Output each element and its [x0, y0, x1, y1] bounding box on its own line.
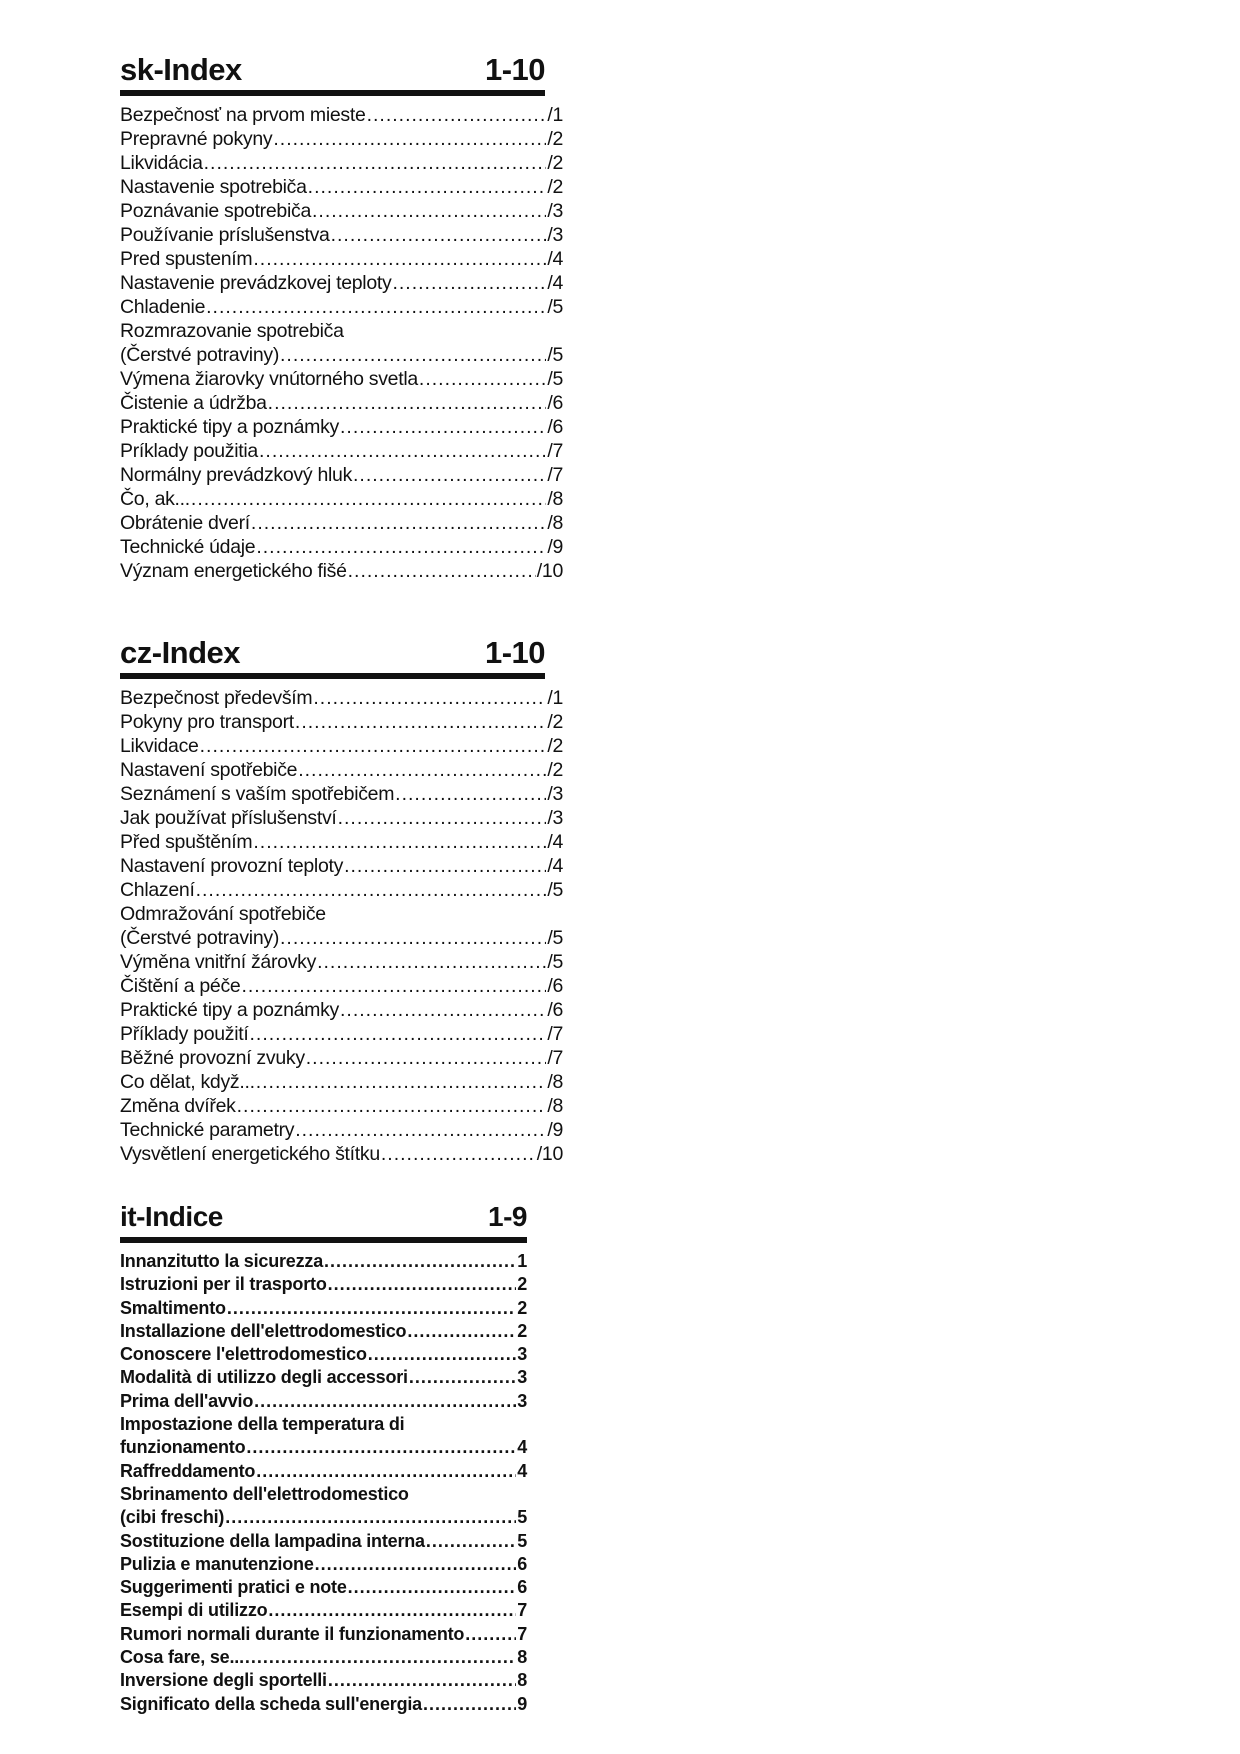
toc-entry-label: Běžné provozní zvuky: [120, 1047, 305, 1069]
dot-leader: [191, 487, 546, 511]
dot-leader: [426, 1530, 516, 1553]
toc-entry-label: Nastavenie spotrebiča: [120, 176, 307, 198]
toc-entry: [120, 926, 563, 950]
toc-entry-page: /8: [547, 1071, 563, 1093]
toc-entry-page: /8: [547, 488, 563, 510]
dot-leader: [245, 1646, 516, 1669]
toc-entry-label: (cibi freschi): [120, 1507, 225, 1528]
toc-entry: [120, 1599, 527, 1622]
toc-entry-page: /2: [547, 176, 563, 198]
dot-leader: [250, 1022, 547, 1046]
toc-entry-page: /6: [547, 392, 563, 414]
dot-leader: [367, 103, 547, 127]
dot-leader: [206, 295, 546, 319]
toc-entry: [120, 1046, 563, 1070]
toc-entry: [120, 127, 563, 151]
toc-entry-page: 4: [517, 1460, 527, 1481]
toc-list: [120, 103, 563, 583]
toc-entry-label: Technické údaje: [120, 536, 256, 558]
dot-leader: [225, 1506, 516, 1529]
toc-entry: [120, 1413, 527, 1436]
toc-entry: [120, 391, 563, 415]
toc-entry-label: Istruzioni per il trasporto: [120, 1274, 327, 1295]
toc-entry: [120, 319, 545, 343]
toc-entry-label: Príklady použitia: [120, 440, 258, 462]
dot-leader: [256, 1460, 516, 1483]
toc-entry: [120, 1460, 527, 1483]
toc-entry-page: /7: [547, 440, 563, 462]
toc-entry-page: /9: [547, 536, 563, 558]
toc-entry-label: Pulizia e manutenzione: [120, 1553, 314, 1574]
toc-entry: [120, 1646, 527, 1669]
dot-leader: [280, 926, 546, 950]
toc-entry-page: 2: [517, 1297, 527, 1318]
toc-entry: [120, 1094, 563, 1118]
toc-entry-page: /9: [547, 1119, 563, 1141]
toc-entry-page: /2: [547, 711, 563, 733]
toc-entry-label: Chladenie: [120, 296, 206, 318]
toc-entry: [120, 175, 563, 199]
dot-leader: [246, 1436, 516, 1459]
toc-entry-page: /7: [547, 464, 563, 486]
toc-entry: [120, 199, 563, 223]
toc-entry: [120, 734, 563, 758]
dot-leader: [204, 151, 547, 175]
toc-entry: [120, 806, 563, 830]
toc-entry-label: Raffreddamento: [120, 1460, 256, 1481]
section-title: cz-Index: [120, 635, 241, 670]
toc-entry-label: Modalità di utilizzo degli accessori: [120, 1367, 408, 1388]
toc-entry-page: 2: [517, 1320, 527, 1341]
toc-entry: [120, 1022, 563, 1046]
toc-entry-label: Příklady použití: [120, 1023, 249, 1045]
toc-entry-page: /4: [547, 831, 563, 853]
toc-entry: [120, 998, 563, 1022]
toc-entry: [120, 686, 563, 710]
dot-leader: [251, 511, 546, 535]
dot-leader: [381, 1142, 536, 1166]
toc-entry-label: Praktické tipy a poznámky: [120, 416, 340, 438]
toc-entry-page: /10: [536, 1143, 563, 1165]
dot-leader: [324, 1250, 516, 1273]
dot-leader: [344, 854, 546, 878]
toc-entry-label: Používanie príslušenstva: [120, 224, 330, 246]
section-title: it-Indice: [120, 1201, 223, 1232]
toc-entry-page: /5: [547, 927, 563, 949]
dot-leader: [395, 782, 546, 806]
toc-entry-label: Čištění a péče: [120, 975, 241, 997]
dot-leader: [273, 127, 546, 151]
toc-entry-page: /5: [547, 296, 563, 318]
toc-entry-label: Likvidácia: [120, 152, 203, 174]
toc-entry-label: Smaltimento: [120, 1297, 226, 1318]
section-header: [120, 1197, 527, 1235]
toc-entry: [120, 1250, 527, 1273]
toc-list: [120, 686, 563, 1166]
toc-entry-label: Technické parametry: [120, 1119, 295, 1141]
dot-leader: [312, 199, 546, 223]
dot-leader: [196, 878, 547, 902]
section-page-range: 1-10: [484, 52, 545, 87]
toc-entry-label: Odmražování spotřebiče: [120, 903, 326, 925]
toc-entry-label: Bezpečnosť na prvom mieste: [120, 104, 366, 126]
dot-leader: [338, 806, 547, 830]
toc-entry-label: Likvidace: [120, 735, 199, 757]
toc-entry-page: /1: [547, 687, 563, 709]
toc-entry-page: /3: [547, 807, 563, 829]
toc-entry-label: Čo, ak...: [120, 488, 190, 510]
toc-entry: [120, 1070, 563, 1094]
dot-leader: [295, 1118, 546, 1142]
toc-entry-page: 5: [517, 1507, 527, 1528]
toc-entry: [120, 878, 563, 902]
dot-leader: [340, 415, 546, 439]
toc-entry: [120, 854, 563, 878]
toc-entry: [120, 535, 563, 559]
toc-entry-label: Inversione degli sportelli: [120, 1670, 327, 1691]
toc-entry-label: Vysvětlení energetického štítku: [120, 1143, 380, 1165]
toc-entry-page: /2: [547, 759, 563, 781]
toc-entry: [120, 974, 563, 998]
toc-entry: [120, 830, 563, 854]
toc-entry-label: Praktické tipy a poznámky: [120, 999, 340, 1021]
toc-entry-page: /3: [547, 224, 563, 246]
toc-entry: [120, 1273, 527, 1296]
toc-entry: [120, 1118, 563, 1142]
toc-entry-label: Prima dell'avvio: [120, 1390, 254, 1411]
dot-leader: [392, 271, 546, 295]
dot-leader: [237, 1094, 547, 1118]
dot-leader: [315, 1553, 517, 1576]
toc-entry-label: (Čerstvé potraviny): [120, 344, 280, 366]
toc-entry-page: 3: [517, 1390, 527, 1411]
toc-entry: [120, 710, 563, 734]
toc-entry: [120, 463, 563, 487]
dot-leader: [465, 1623, 516, 1646]
dot-leader: [313, 686, 546, 710]
toc-entry-label: Změna dvířek: [120, 1095, 236, 1117]
toc-entry: [120, 559, 563, 583]
toc-entry-label: Significato della scheda sull'energia: [120, 1693, 422, 1714]
dot-leader: [253, 830, 546, 854]
toc-entry-page: /3: [547, 200, 563, 222]
toc-entry-label: Sbrinamento dell'elettrodomestico: [120, 1483, 409, 1504]
toc-entry-label: Sostituzione della lampadina interna: [120, 1530, 425, 1551]
toc-entry: [120, 223, 563, 247]
toc-entry-page: /7: [547, 1023, 563, 1045]
toc-list: [120, 1250, 527, 1716]
toc-entry-page: /6: [547, 975, 563, 997]
toc-entry: [120, 1576, 527, 1599]
toc-entry: [120, 295, 563, 319]
dot-leader: [256, 1070, 547, 1094]
toc-entry-page: 3: [517, 1344, 527, 1365]
toc-entry: [120, 782, 563, 806]
toc-entry-page: /4: [547, 272, 563, 294]
dot-leader: [331, 223, 547, 247]
toc-entry: [120, 1320, 527, 1343]
toc-entry-label: Seznámení s vaším spotřebičem: [120, 783, 395, 805]
dot-leader: [280, 343, 546, 367]
toc-entry-page: /8: [547, 512, 563, 534]
section-title: sk-Index: [120, 52, 242, 87]
index-section-it: [120, 1197, 527, 1716]
toc-entry-page: 4: [517, 1437, 527, 1458]
toc-entry-page: 3: [517, 1367, 527, 1388]
toc-entry-page: /1: [547, 104, 563, 126]
toc-entry-page: 7: [517, 1600, 527, 1621]
toc-entry: [120, 1390, 527, 1413]
toc-entry-page: 2: [517, 1274, 527, 1295]
toc-entry-label: Pokyny pro transport: [120, 711, 294, 733]
toc-entry-page: 9: [517, 1693, 527, 1714]
section-page-range: 1-10: [484, 635, 545, 670]
dot-leader: [268, 1599, 516, 1622]
toc-entry: [120, 1623, 527, 1646]
toc-entry: [120, 439, 563, 463]
toc-entry-page: /10: [536, 560, 563, 582]
toc-entry: [120, 343, 563, 367]
toc-entry-label: Poznávanie spotrebiča: [120, 200, 311, 222]
dot-leader: [348, 1576, 517, 1599]
dot-leader: [268, 391, 547, 415]
dot-leader: [200, 734, 547, 758]
dot-leader: [328, 1669, 516, 1692]
toc-entry-page: 7: [517, 1623, 527, 1644]
dot-leader: [295, 710, 546, 734]
toc-entry: [120, 367, 563, 391]
toc-entry: [120, 1297, 527, 1320]
index-section-sk: [120, 50, 563, 583]
section-header: [120, 50, 545, 88]
toc-entry-page: /5: [547, 951, 563, 973]
dot-leader: [328, 1273, 517, 1296]
dot-leader: [298, 758, 546, 782]
toc-entry-page: /2: [547, 128, 563, 150]
toc-entry: [120, 1436, 527, 1459]
dot-leader: [340, 998, 546, 1022]
toc-entry-page: /4: [547, 248, 563, 270]
toc-entry-label: Bezpečnost především: [120, 687, 313, 709]
toc-entry-page: /5: [547, 879, 563, 901]
toc-entry-page: /6: [547, 999, 563, 1021]
dot-leader: [259, 439, 546, 463]
dot-leader: [407, 1320, 516, 1343]
toc-entry: [120, 1483, 527, 1506]
dot-leader: [368, 1343, 516, 1366]
toc-entry: [120, 415, 563, 439]
toc-entry: [120, 151, 563, 175]
dot-leader: [254, 1390, 516, 1413]
toc-entry-label: Výmena žiarovky vnútorného svetla: [120, 368, 418, 390]
toc-entry: [120, 487, 563, 511]
toc-entry-label: Význam energetického fišé: [120, 560, 347, 582]
toc-entry-label: Esempi di utilizzo: [120, 1600, 268, 1621]
toc-entry-label: Nastavení provozní teploty: [120, 855, 344, 877]
toc-entry: [120, 511, 563, 535]
toc-entry-page: 6: [517, 1553, 527, 1574]
toc-entry-page: /2: [547, 735, 563, 757]
toc-entry-label: Installazione dell'elettrodomestico: [120, 1320, 407, 1341]
toc-entry-label: Obrátenie dverí: [120, 512, 250, 534]
toc-entry-label: Pred spustením: [120, 248, 253, 270]
toc-entry: [120, 1506, 527, 1529]
dot-leader: [423, 1693, 516, 1716]
header-rule: [120, 673, 545, 679]
toc-entry-page: /3: [547, 783, 563, 805]
toc-entry: [120, 271, 563, 295]
index-section-cz: [120, 633, 563, 1166]
toc-entry-label: Rozmrazovanie spotrebiča: [120, 320, 344, 342]
toc-entry: [120, 247, 563, 271]
section-header: [120, 633, 545, 671]
toc-entry-page: /5: [547, 344, 563, 366]
toc-entry: [120, 1669, 527, 1692]
toc-entry: [120, 1142, 563, 1166]
toc-entry-page: 1: [517, 1251, 527, 1271]
toc-entry-label: Nastavenie prevádzkovej teploty: [120, 272, 392, 294]
toc-entry-page: /6: [547, 416, 563, 438]
toc-entry: [120, 1366, 527, 1389]
toc-entry-label: Čistenie a údržba: [120, 392, 267, 414]
toc-entry-label: Prepravné pokyny: [120, 128, 273, 150]
toc-entry: [120, 950, 563, 974]
dot-leader: [256, 535, 546, 559]
dot-leader: [409, 1366, 516, 1389]
toc-entry-page: /4: [547, 855, 563, 877]
toc-entry-label: Conoscere l'elettrodomestico: [120, 1344, 367, 1365]
toc-entry-page: 5: [517, 1530, 527, 1551]
toc-entry-label: Co dělat, když...: [120, 1071, 255, 1093]
toc-entry: [120, 1343, 527, 1366]
toc-entry-label: Impostazione della temperatura di: [120, 1414, 405, 1435]
section-page-range: 1-9: [488, 1201, 527, 1232]
toc-entry: [120, 1693, 527, 1716]
toc-entry-label: Před spuštěním: [120, 831, 253, 853]
toc-entry-page: /7: [547, 1047, 563, 1069]
dot-leader: [348, 559, 536, 583]
header-rule: [120, 90, 545, 96]
dot-leader: [253, 247, 546, 271]
toc-entry-label: Nastavení spotřebiče: [120, 759, 298, 781]
dot-leader: [241, 974, 546, 998]
toc-entry-label: Rumori normali durante il funzionamento: [120, 1623, 465, 1644]
dot-leader: [317, 950, 546, 974]
toc-entry-label: Výměna vnitřní žárovky: [120, 951, 317, 973]
toc-entry-page: 6: [517, 1577, 527, 1598]
toc-entry: [120, 758, 563, 782]
toc-entry-label: Suggerimenti pratici e note: [120, 1577, 347, 1598]
toc-entry: [120, 103, 563, 127]
toc-entry-label: (Čerstvé potraviny): [120, 927, 280, 949]
dot-leader: [306, 1046, 547, 1070]
toc-entry-label: Innanzitutto la sicurezza: [120, 1251, 324, 1271]
dot-leader: [419, 367, 546, 391]
toc-entry-label: funzionamento: [120, 1437, 246, 1458]
toc-entry: [120, 902, 545, 926]
toc-entry-page: /2: [547, 152, 563, 174]
toc-entry-label: Chlazení: [120, 879, 195, 901]
toc-entry-page: /5: [547, 368, 563, 390]
toc-entry: [120, 1530, 527, 1553]
toc-entry-page: 8: [517, 1670, 527, 1691]
toc-entry-page: /8: [547, 1095, 563, 1117]
toc-entry-label: Jak používat příslušenství: [120, 807, 337, 829]
dot-leader: [308, 175, 547, 199]
dot-leader: [353, 463, 546, 487]
toc-entry-label: Cosa fare, se...: [120, 1647, 244, 1668]
toc-entry: [120, 1553, 527, 1576]
header-rule: [120, 1237, 527, 1243]
toc-entry-label: Normálny prevádzkový hluk: [120, 464, 353, 486]
toc-entry-page: 8: [517, 1647, 527, 1668]
dot-leader: [227, 1297, 516, 1320]
